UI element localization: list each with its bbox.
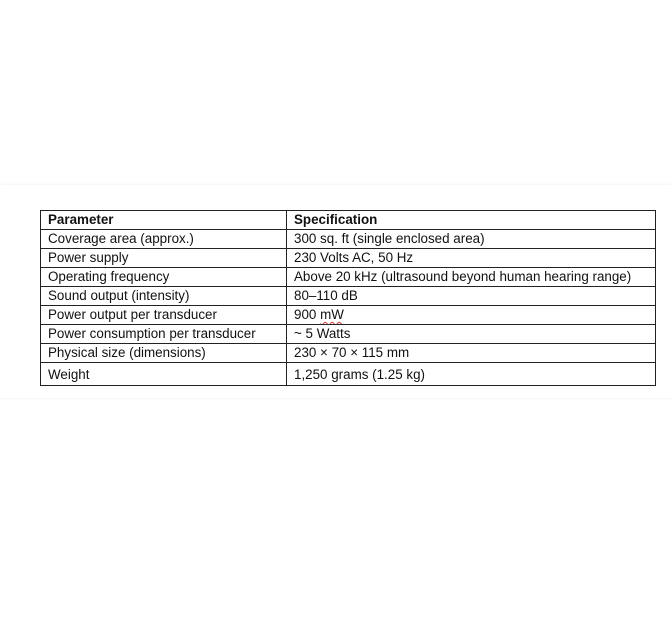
- specification-cell: 300 sq. ft (single enclosed area): [287, 230, 656, 249]
- table-row: [41, 325, 656, 344]
- header-specification: Specification: [287, 211, 656, 230]
- header-parameter: Parameter: [41, 211, 287, 230]
- table-row: [41, 363, 656, 386]
- table-row: [41, 268, 656, 287]
- spec-value: 900: [294, 307, 317, 322]
- table-row: [41, 287, 656, 306]
- specification-cell: 230 × 70 × 115 mm: [287, 344, 656, 363]
- parameter-cell: Sound output (intensity): [41, 287, 287, 306]
- specification-cell: 230 Volts AC, 50 Hz: [287, 249, 656, 268]
- specification-cell: 1,250 grams (1.25 kg): [287, 363, 656, 386]
- specification-cell: [287, 306, 656, 325]
- table-row: [41, 249, 656, 268]
- table-row: [41, 306, 656, 325]
- specification-cell: ~ 5 Watts: [287, 325, 656, 344]
- parameter-cell: Weight: [41, 363, 287, 386]
- parameter-cell: Power supply: [41, 249, 287, 268]
- parameter-cell: Power output per transducer: [41, 306, 287, 325]
- specification-table: [40, 210, 656, 386]
- parameter-cell: Coverage area (approx.): [41, 230, 287, 249]
- table-row: [41, 230, 656, 249]
- specification-cell: 80–110 dB: [287, 287, 656, 306]
- parameter-cell: Power consumption per transducer: [41, 325, 287, 344]
- table-header-row: [41, 211, 656, 230]
- table-row: [41, 344, 656, 363]
- specification-cell: Above 20 kHz (ultrasound beyond human hearing range): [287, 268, 656, 287]
- parameter-cell: Operating frequency: [41, 268, 287, 287]
- parameter-cell: Physical size (dimensions): [41, 344, 287, 363]
- spellcheck-flagged-unit[interactable]: mW: [320, 307, 344, 322]
